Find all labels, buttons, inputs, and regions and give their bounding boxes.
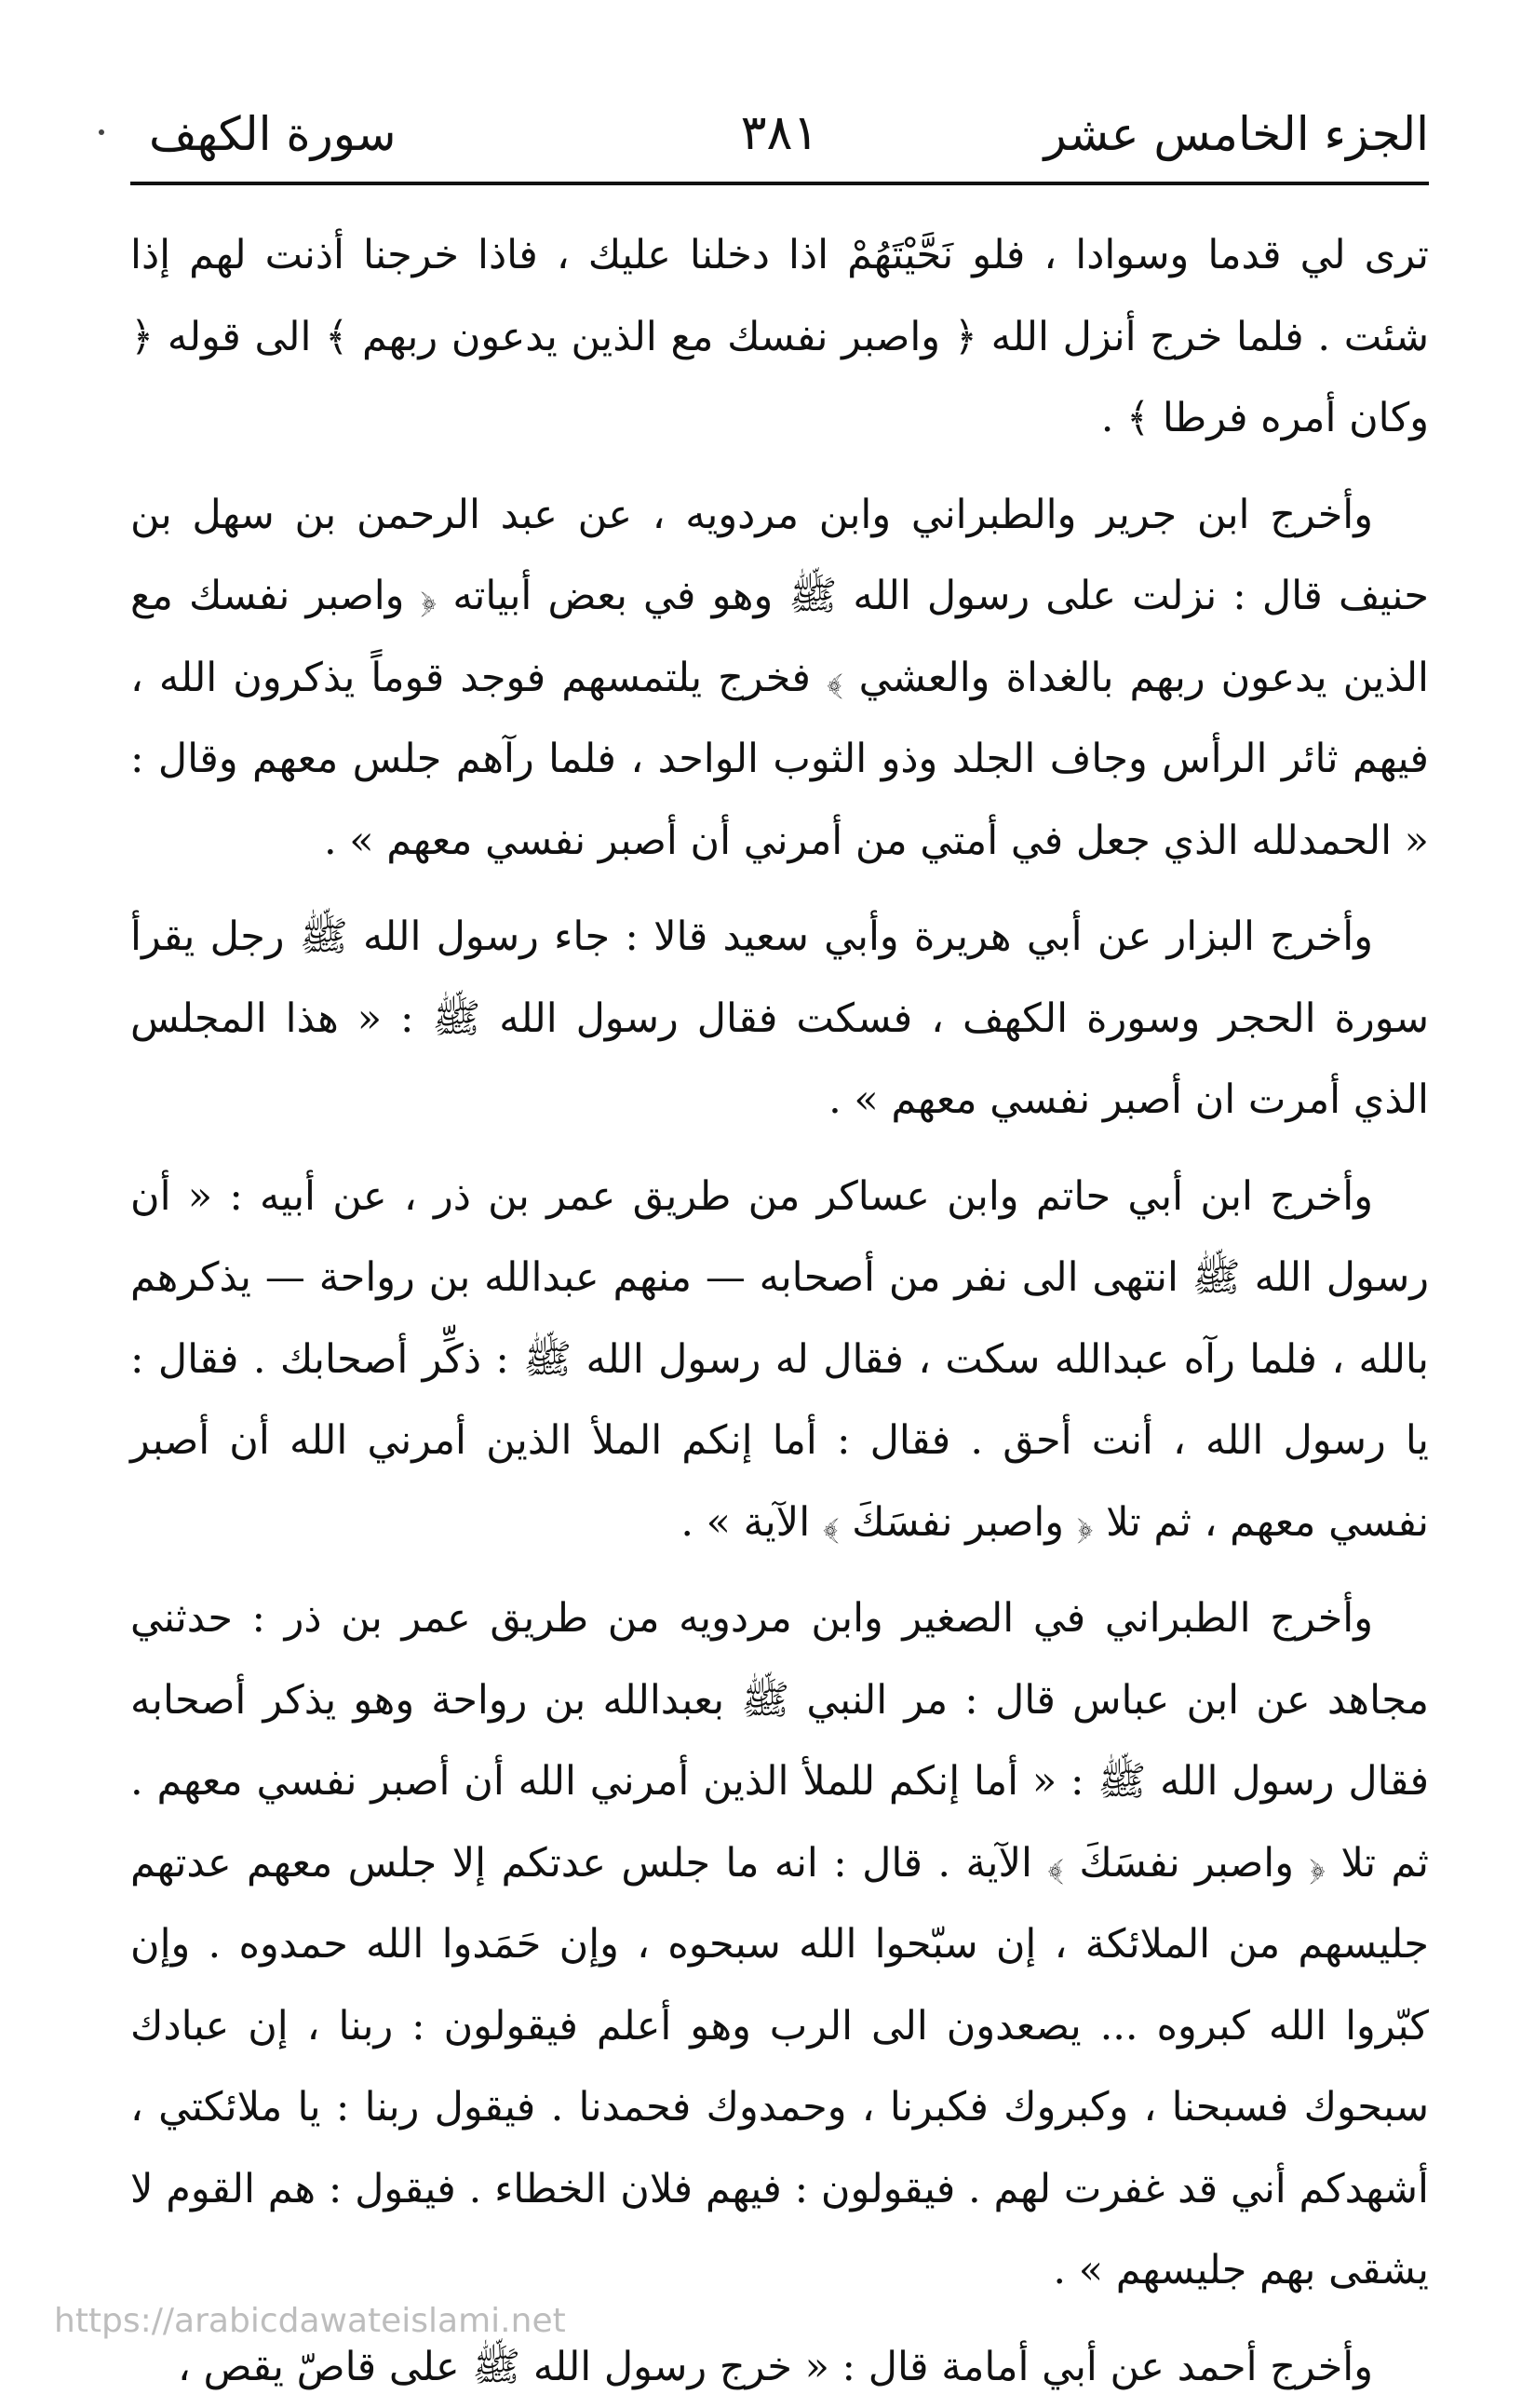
surah-title: سورة الكهف bbox=[149, 107, 397, 161]
page-body bbox=[130, 215, 1429, 2408]
paragraph-3: وأخرج البزار عن أبي هريرة وأبي سعيد قالا : جاء رسول الله ﷺ رجل يقرأ سورة الحجر وسورة الكهف ، فسكت فقال رسول الله ﷺ : « هذا المجلس الذي أمرت ان أصبر نفسي معهم » . bbox=[130, 897, 1429, 1142]
book-page bbox=[130, 88, 1429, 2342]
page-header bbox=[130, 88, 1429, 185]
paragraph-2: وأخرج ابن جرير والطبراني وابن مردويه ، عن عبد الرحمن بن سهل بن حنيف قال : نزلت على رسول الله ﷺ وهو في بعض أبياته ﴿ واصبر نفسك مع الذين يدعون ربهم بالغداة والعشي ﴾ فخرج يلتمسهم فوجد قوماً يذكرون الله ، فيهم ثائر الرأس وجاف الجلد وذو الثوب الواحد ، فلما رآهم جلس معهم وقال : « الحمدلله الذي جعل في أمتي من أمرني أن أصبر نفسي معهم » . bbox=[130, 475, 1429, 883]
page-number: ٣٨١ bbox=[741, 105, 819, 161]
paragraph-1: ترى لي قدما وسوادا ، فلو نَحَّيْتَهُمْ اذا دخلنا عليك ، فاذا خرجنا أذنت لهم إذا شئت . فلما خرج أنزل الله ﴿ واصبر نفسك مع الذين يدعون ربهم ﴾ الى قوله ﴿ وكان أمره فرطا ﴾ . bbox=[130, 215, 1429, 460]
part-title: الجزء الخامس عشر bbox=[1044, 107, 1429, 161]
paragraph-4: وأخرج ابن أبي حاتم وابن عساكر من طريق عمر بن ذر ، عن أبيه : « أن رسول الله ﷺ انتهى الى نفر من أصحابه — منهم عبدالله بن رواحة — يذكرهم بالله ، فلما رآه عبدالله سكت ، فقال له رسول الله ﷺ : ذكِّر أصحابك . فقال : يا رسول الله ، أنت أحق . فقال : أما إنكم الملأ الذين أمرني الله أن أصبر نفسي معهم ، ثم تلا ﴿ واصبر نفسَكَ ﴾ الآية » . bbox=[130, 1157, 1429, 1564]
paragraph-6: وأخرج أحمد عن أبي أمامة قال : « خرج رسول الله ﷺ على قاصّ يقص ، bbox=[130, 2327, 1429, 2408]
watermark-url: https://arabicdawateislami.net bbox=[54, 2302, 566, 2340]
header-dot bbox=[99, 129, 104, 135]
paragraph-5: وأخرج الطبراني في الصغير وابن مردويه من طريق عمر بن ذر : حدثني مجاهد عن ابن عباس قال : مر النبي ﷺ بعبدالله بن رواحة وهو يذكر أصحابه فقال رسول الله ﷺ : « أما إنكم للملأ الذين أمرني الله أن أصبر نفسي معهم . ثم تلا ﴿ واصبر نفسَكَ ﴾ الآية . قال : انه ما جلس عدتكم إلا جلس معهم عدتهم جليسهم من الملائكة ، إن سبّحوا الله سبحوه ، وإن حَمَدوا الله حمدوه . وإن كبّروا الله كبروه ... يصعدون الى الرب وهو أعلم فيقولون : ربنا ، إن عبادك سبحوك فسبحنا ، وكبروك فكبرنا ، وحمدوك فحمدنا . فيقول ربنا : يا ملائكتي ، أشهدكم أني قد غفرت لهم . فيقولون : فيهم فلان الخطاء . فيقول : هم القوم لا يشقى بهم جليسهم » . bbox=[130, 1578, 1429, 2312]
